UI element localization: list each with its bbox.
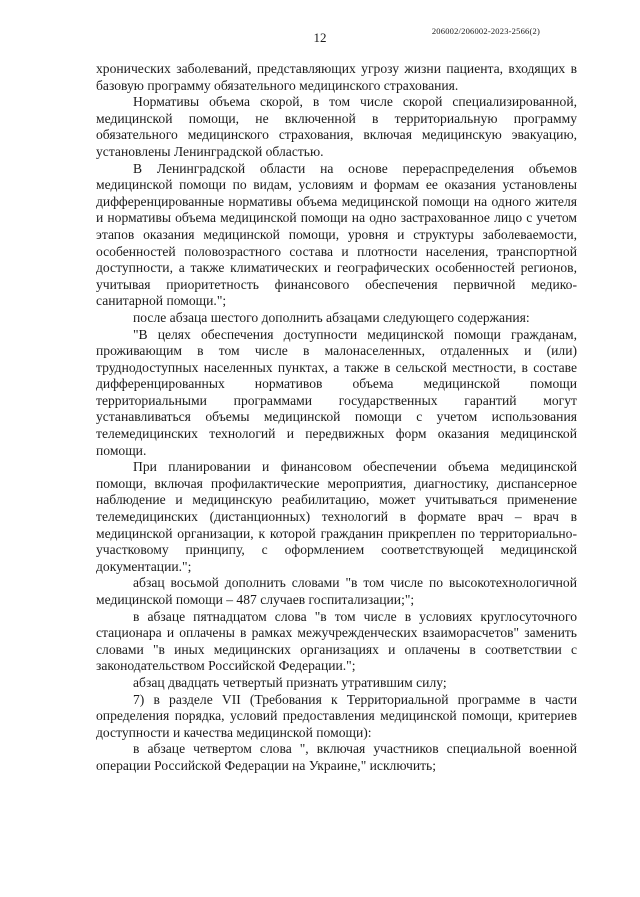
paragraph: после абзаца шестого дополнить абзацами следующего содержания: (133, 309, 530, 325)
paragraph: абзац двадцать четвертый признать утратившим силу; (133, 674, 447, 690)
paragraph: "В целях обеспечения доступности медицинской помощи гражданам, проживающим в том числе в малонаселенных, отдаленных и (или) труднодоступных населенных пунктах, а также в сельской местности, в составе дифференцированных нормативов объема медицинской помощи территориальными программами государственных гарантий могут устанавливаться объемы медицинской помощи с учетом использования телемедицинских технологий и передвижных форм оказания медицинской помощи. (96, 326, 577, 458)
paragraph: хронических заболеваний, представляющих угрозу жизни пациента, входящих в базовую программу обязательного медицинского страхования. (96, 61, 577, 93)
paragraph: в абзаце четвертом слова ", включая участников специальной военной операции Российской Федерации на Украине," исключить; (96, 741, 577, 773)
paragraph: При планировании и финансовом обеспечении объема медицинской помощи, включая профилактические мероприятия, диагностику, диспансерное наблюдение и медицинскую реабилитацию, может учитываться применение телемедицинских (дистанционных) технологий в формате врач – врач в медицинской организации, к которой гражданин прикреплен по территориально-участковому принципу, с оформлением соответствующей медицинской документации."; (96, 459, 577, 574)
paragraph: в абзаце пятнадцатом слова "в том числе в условиях круглосуточного стационара и оплачены в рамках межучрежденческих взаиморасчетов" заменить словами "в иных медицинских организациях и оплачены в соответствии с законодательством Российской Федерации."; (96, 608, 577, 674)
paragraph: В Ленинградской области на основе перераспределения объемов медицинской помощи по видам, условиям и формам ее оказания установлены дифференцированные нормативы объема медицинской помощи на одного жителя и нормативы объема медицинской помощи на одно застрахованное лицо с учетом этапов оказания медицинской помощи, уровня и структуры заболеваемости, особенностей половозрастного состава и плотности населения, транспортной доступности, а также климатических и географических особенностей регионов, учитывая приоритетность финансового обеспечения первичной медико-санитарной помощи."; (96, 160, 577, 309)
page-number: 12 (313, 30, 327, 45)
document-body (96, 61, 577, 775)
paragraph: 7) в разделе VII (Требования к Территориальной программе в части определения порядка, условий предоставления медицинской помощи, критериев доступности и качества медицинской помощи): (96, 691, 577, 740)
paragraph: Нормативы объема скорой, в том числе скорой специализированной, медицинской помощи, не включенной в территориальную программу обязательного медицинского страхования, включая медицинскую эвакуацию, установлены Ленинградской областью. (96, 94, 577, 159)
document-number: 206002/206002-2023-2566(2) (431, 26, 540, 36)
paragraph: абзац восьмой дополнить словами "в том числе по высокотехнологичной медицинской помощи – 487 случаев госпитализации;"; (96, 575, 577, 607)
